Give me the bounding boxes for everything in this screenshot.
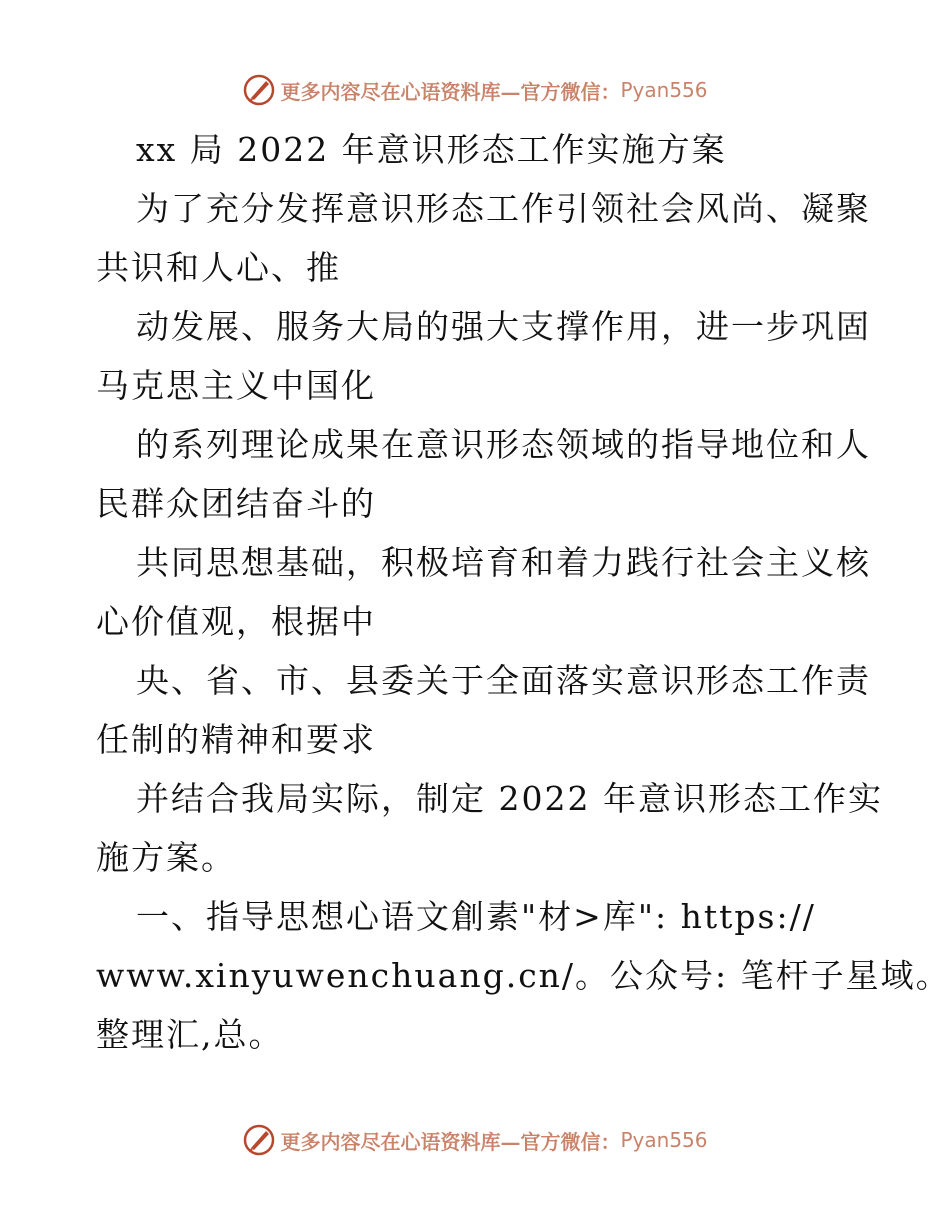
paragraph-line: 为了充分发挥意识形态工作引领社会风尚、凝聚	[136, 189, 871, 228]
paragraph-line: 马克思主义中国化	[96, 366, 376, 405]
quill-pen-logo-icon	[242, 1123, 276, 1157]
paragraph-line: 并结合我局实际，制定 2022 年意识形态工作实	[136, 779, 883, 818]
quill-pen-logo-icon	[242, 73, 276, 107]
document-title: xx 局 2022 年意识形态工作实施方案	[136, 130, 727, 169]
paragraph-line: 共同思想基础，积极培育和着力践行社会主义核	[136, 543, 871, 582]
paragraph-line: 共识和人心、推	[96, 248, 341, 287]
paragraph-line: www.xinyuwenchuang.cn/。公众号: 笔杆子星域。	[96, 956, 951, 995]
paragraph-line: 任制的精神和要求	[96, 720, 376, 759]
section-heading: 一、指导思想心语文創素"材>库": https://	[136, 897, 816, 936]
paragraph-line: 的系列理论成果在意识形态领域的指导地位和人	[136, 425, 871, 464]
banner-wechat-id: Pyan556	[620, 78, 708, 102]
banner-text: 更多内容尽在心语资料库—官方微信：	[280, 1129, 621, 1154]
header-banner	[0, 68, 950, 112]
paragraph-line: 整理汇,总。	[96, 1015, 284, 1054]
paragraph-line: 央、省、市、县委关于全面落实意识形态工作责	[136, 661, 871, 700]
banner-wechat-id: Pyan556	[620, 1128, 708, 1152]
footer-banner	[0, 1118, 950, 1162]
paragraph-line: 民群众团结奋斗的	[96, 484, 376, 523]
paragraph-line: 施方案。	[96, 838, 236, 877]
paragraph-line: 动发展、服务大局的强大支撑作用，进一步巩固	[136, 307, 871, 346]
banner-text: 更多内容尽在心语资料库—官方微信：	[280, 79, 621, 104]
paragraph-line: 心价值观，根据中	[96, 602, 376, 641]
document-body	[96, 120, 951, 1064]
